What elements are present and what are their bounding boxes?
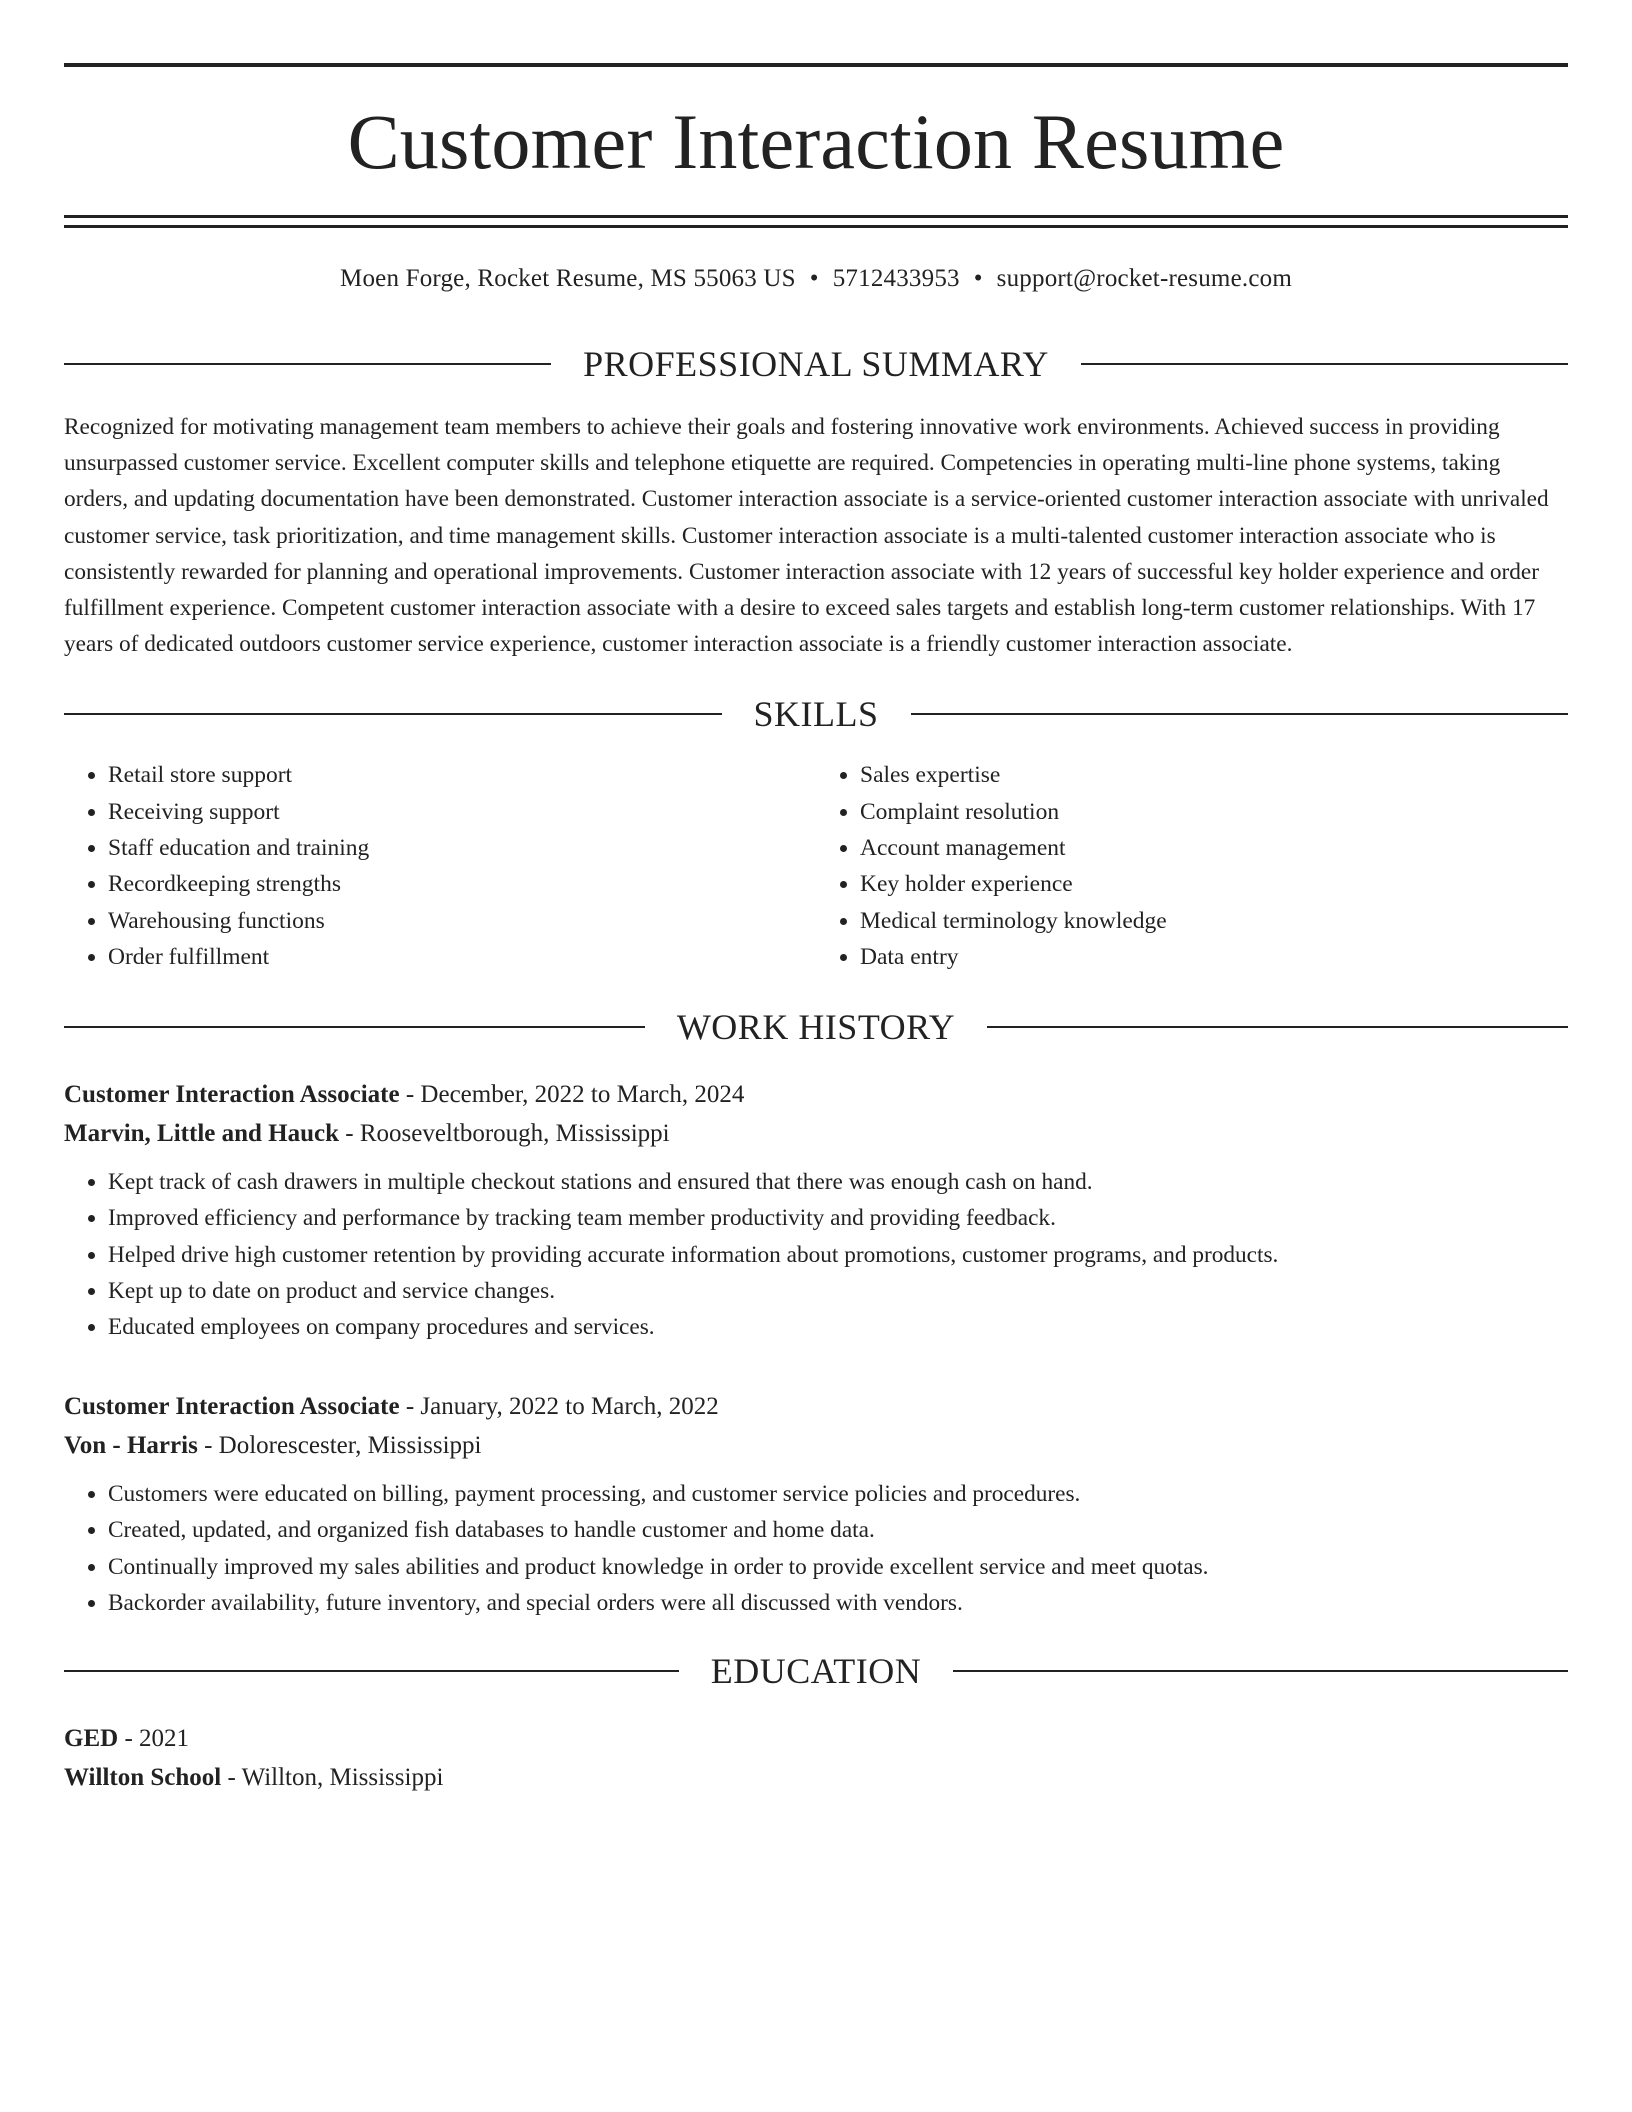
contact-email: support@rocket-resume.com [996, 265, 1292, 292]
skills-list [64, 757, 1568, 975]
heading-rule-right [1081, 363, 1568, 365]
skill-item: • Retail store support [108, 757, 816, 793]
contact-line [64, 264, 1568, 294]
skill-item: • Receiving support [108, 794, 816, 830]
job-entry [64, 1387, 1568, 1621]
degree-year: - 2021 [118, 1725, 190, 1753]
skill-item: • Medical terminology knowledge [860, 903, 1568, 939]
skill-item: • Sales expertise [860, 757, 1568, 793]
work-heading-row [64, 1007, 1568, 1048]
resume-title: Customer Interaction Resume [347, 98, 1285, 185]
heading-rule-right [953, 1670, 1568, 1672]
skill-item: • Warehousing functions [108, 903, 816, 939]
heading-rule-left [64, 363, 551, 365]
summary-text: Recognized for motivating management team members to achieve their goals and fostering innovative work environments. Achieved success in providing unsurpassed customer service. Excellent computer skills and telephone etiquette are required. Competencies in operating multi-line phone systems, taking orders, and updating documentation have been demonstrated. Customer interaction associate is a service-oriented customer interaction associate with unrivaled customer service, task prioritization, and time management skills. Customer interaction associate is a multi-talented customer interaction associate who is consistently rewarded for planning and operational improvements. Customer interaction associate with 12 years of successful key holder experience and order fulfillment experience. Competent customer interaction associate with a desire to exceed sales targets and establish long-term customer relationships. With 17 years of dedicated outdoors customer service experience, customer interaction associate is a friendly customer interaction associate. [64, 414, 1549, 658]
skill-item: • Staff education and training [108, 830, 816, 866]
skill-item: • Account management [860, 830, 1568, 866]
job-company-line [64, 1114, 1568, 1153]
skill-item: • Order fulfillment [108, 939, 816, 975]
heading-rule-right [987, 1026, 1568, 1028]
contact-address: Moen Forge, Rocket Resume, MS 55063 US [340, 265, 796, 292]
job-bullets [64, 1164, 1568, 1345]
job-bullet: • Backorder availability, future inventory, and special orders were all discussed with vendors. [108, 1585, 1568, 1621]
job-bullets [64, 1476, 1568, 1621]
contact-separator: • [973, 265, 983, 292]
education-heading: EDUCATION [710, 1651, 922, 1692]
job-bullet: • Kept up to date on product and service changes. [108, 1273, 1568, 1309]
job-company: Von - Harris [64, 1432, 198, 1460]
job-dates: - January, 2022 to March, 2022 [399, 1393, 719, 1421]
job-title: Customer Interaction Associate [64, 1081, 400, 1109]
skill-item: • Recordkeeping strengths [108, 866, 816, 902]
degree-line [64, 1719, 1568, 1758]
job-bullet: • Customers were educated on billing, payment processing, and customer service policies and procedures. [108, 1476, 1568, 1512]
contact-separator: • [809, 265, 819, 292]
school-name: Willton School [64, 1764, 222, 1792]
heading-rule-right [911, 713, 1569, 715]
job-bullet: • Helped drive high customer retention by providing accurate information about promotions, customer programs, and products. [108, 1237, 1568, 1273]
heading-rule-left [64, 713, 722, 715]
title-double-rule [64, 215, 1568, 228]
job-company: Marvin, Little and Hauck [64, 1120, 340, 1148]
job-bullet: • Educated employees on company procedures and services. [108, 1309, 1568, 1345]
school-location: - Willton, Mississippi [221, 1764, 444, 1792]
skills-heading: SKILLS [753, 694, 879, 735]
skills-heading-row [64, 694, 1568, 735]
contact-phone: 5712433953 [832, 265, 960, 292]
job-location: - Rooseveltborough, Mississippi [339, 1120, 670, 1148]
skill-item: • Key holder experience [860, 866, 1568, 902]
job-entry [64, 1075, 1568, 1345]
skills-column-left [64, 757, 816, 975]
skill-item: • Complaint resolution [860, 794, 1568, 830]
school-line [64, 1758, 1568, 1797]
job-location: - Dolorescester, Mississippi [197, 1432, 482, 1460]
job-company-line [64, 1426, 1568, 1465]
education-heading-row [64, 1651, 1568, 1692]
skill-item: • Data entry [860, 939, 1568, 975]
heading-rule-left [64, 1670, 679, 1672]
summary-heading: PROFESSIONAL SUMMARY [583, 344, 1049, 384]
job-title: Customer Interaction Associate [64, 1393, 400, 1421]
degree: GED [64, 1725, 119, 1753]
heading-rule-left [64, 1026, 645, 1028]
job-bullet: • Continually improved my sales abilities and product knowledge in order to provide excellent service and meet quotas. [108, 1549, 1568, 1585]
job-bullet: • Improved efficiency and performance by tracking team member productivity and providing feedback. [108, 1200, 1568, 1236]
job-bullet: • Kept track of cash drawers in multiple checkout stations and ensured that there was enough cash on hand. [108, 1164, 1568, 1200]
job-bullet: • Created, updated, and organized fish databases to handle customer and home data. [108, 1512, 1568, 1548]
job-dates: - December, 2022 to March, 2024 [399, 1081, 745, 1109]
work-heading: WORK HISTORY [676, 1007, 956, 1048]
job-title-line [64, 1075, 1568, 1114]
skills-column-right [816, 757, 1568, 975]
education-entry [64, 1719, 1568, 1797]
top-rule [64, 63, 1568, 67]
job-title-line [64, 1387, 1568, 1426]
summary-heading-row [64, 346, 1568, 382]
